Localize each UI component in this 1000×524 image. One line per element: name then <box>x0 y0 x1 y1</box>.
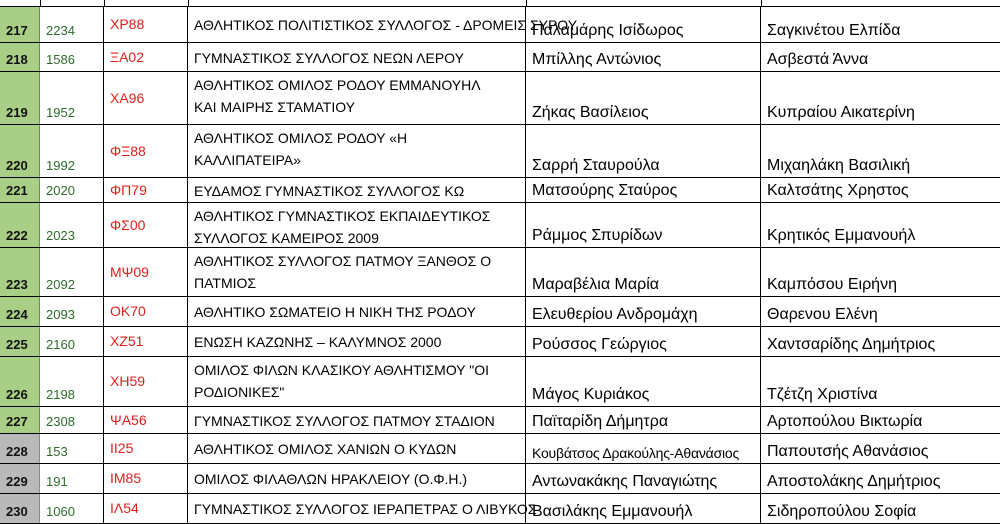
code-value: ΦΠ79 <box>110 181 147 198</box>
club-cell[interactable] <box>188 327 526 356</box>
id-value: 2160 <box>46 337 75 352</box>
club-cell[interactable] <box>188 7 578 42</box>
id-value: 191 <box>46 474 68 489</box>
code-cell[interactable] <box>104 297 188 326</box>
row-number: 225 <box>6 337 28 352</box>
club-name-line: ΑΘΛΗΤΙΚΟΣ ΣΥΛΛΟΓΟΣ ΠΑΤΜΟΥ ΞΑΝΘΟΣ Ο <box>194 253 492 269</box>
id-cell[interactable] <box>40 327 104 356</box>
code-cell[interactable] <box>104 125 188 177</box>
row-number-cell[interactable] <box>0 297 40 326</box>
row-number: 228 <box>6 444 28 459</box>
club-name-line: ΑΘΛΗΤΙΚΟΣ ΟΜΙΛΟΣ ΧΑΝΙΩΝ Ο ΚΥΔΩΝ <box>194 441 457 457</box>
person-2-name: Χαντσαρίδης Δημήτριος <box>767 336 936 353</box>
row-number-cell[interactable] <box>0 248 40 296</box>
club-name-line: ΕΝΩΣΗ ΚΑΖΩΝΗΣ – ΚΑΛΥΜΝΟΣ 2000 <box>194 334 442 350</box>
person-2-name: Σιδηροπούλου Σοφία <box>767 503 917 520</box>
code-value: ΧΖ51 <box>110 333 144 349</box>
row-number: 217 <box>6 23 28 38</box>
column-divider <box>103 0 105 6</box>
column-divider <box>39 0 41 6</box>
row-number: 218 <box>6 52 28 67</box>
row-number: 227 <box>6 414 28 429</box>
code-cell[interactable] <box>104 407 188 433</box>
person-2-name: Σαγκινέτου Ελπίδα <box>767 22 901 39</box>
club-name-line: ΑΘΛΗΤΙΚΟΣ ΟΜΙΛΟΣ ΡΟΔΟΥ «Η <box>194 130 408 146</box>
club-cell[interactable] <box>188 494 537 523</box>
person-2-name: Θαρενου Ελένη <box>767 306 878 323</box>
person-1-name: Ζήκας Βασίλειος <box>532 104 649 121</box>
person-1-cell[interactable] <box>526 43 761 71</box>
club-name-line: ΕΥΔΑΜΟΣ ΓΥΜΝΑΣΤΙΚΟΣ ΣΥΛΛΟΓΟΣ ΚΩ <box>194 183 465 199</box>
person-2-cell[interactable] <box>761 125 1000 177</box>
table-row[interactable] <box>0 178 1000 203</box>
club-cell[interactable] <box>188 297 526 326</box>
column-divider <box>760 0 762 6</box>
id-cell[interactable] <box>40 43 104 71</box>
row-number: 223 <box>6 277 28 292</box>
person-2-name: Τζέτζη Χριστίνα <box>767 386 878 403</box>
id-value: 2020 <box>46 183 75 198</box>
code-cell[interactable] <box>104 248 188 296</box>
code-value: ΙΜ85 <box>110 470 142 486</box>
code-value: ΙΛ54 <box>110 500 139 516</box>
person-1-cell[interactable] <box>526 297 761 326</box>
person-1-cell[interactable] <box>526 178 761 202</box>
person-1-name: Παλαμάρης Ισίδωρος <box>532 22 684 39</box>
table-row[interactable] <box>0 434 1000 464</box>
club-name-line: ΚΑΛΛΙΠΑΤΕΙΡΑ» <box>194 152 301 168</box>
previous-row-edge <box>0 0 1000 7</box>
code-value: ΧΗ59 <box>110 373 146 389</box>
person-2-cell[interactable] <box>761 203 1000 247</box>
club-name-line: ΡΟΔΙΟΝΙΚΕΣ" <box>194 384 285 400</box>
person-2-name: Καλτσάτης Χρηστος <box>767 182 909 199</box>
club-cell[interactable] <box>188 248 526 296</box>
row-number-cell[interactable] <box>0 327 40 356</box>
row-number: 230 <box>6 504 28 519</box>
id-cell[interactable] <box>40 357 104 406</box>
person-2-name: Παπουτσής Αθανάσιος <box>767 443 929 460</box>
person-1-cell[interactable] <box>526 357 761 406</box>
person-1-cell[interactable] <box>526 7 761 42</box>
table-row[interactable] <box>0 327 1000 357</box>
id-cell[interactable] <box>40 407 104 433</box>
id-value: 2092 <box>46 277 75 292</box>
person-2-cell[interactable] <box>761 7 1000 42</box>
person-1-name: Σαρρή Σταυρούλα <box>532 157 660 174</box>
row-number: 224 <box>6 307 28 322</box>
table-row[interactable] <box>0 248 1000 297</box>
code-cell[interactable] <box>104 178 188 202</box>
row-number-cell[interactable] <box>0 464 40 493</box>
id-cell[interactable] <box>40 297 104 326</box>
person-2-cell[interactable] <box>761 72 1000 124</box>
row-number-cell[interactable] <box>0 7 40 42</box>
club-name-line: ΓΥΜΝΑΣΤΙΚΟΣ ΣΥΛΛΟΓΟΣ ΝΕΩΝ ΛΕΡΟΥ <box>194 49 464 66</box>
row-number: 229 <box>6 474 28 489</box>
id-value: 2023 <box>46 228 75 243</box>
row-number-cell[interactable] <box>0 357 40 406</box>
code-cell[interactable] <box>104 464 188 493</box>
person-2-cell[interactable] <box>761 357 1000 406</box>
id-value: 2308 <box>46 414 75 429</box>
club-name-line: ΣΥΛΛΟΓΟΣ ΚΑΜΕΙΡΟΣ 2009 <box>194 230 379 246</box>
table-row[interactable] <box>0 407 1000 434</box>
club-cell[interactable] <box>188 357 526 406</box>
person-2-cell[interactable] <box>761 297 1000 326</box>
table-row[interactable] <box>0 72 1000 125</box>
id-cell[interactable] <box>40 464 104 493</box>
person-2-name: Αποστολάκης Δημήτριος <box>767 473 941 490</box>
person-1-cell[interactable] <box>526 248 761 296</box>
id-cell[interactable] <box>40 248 104 296</box>
person-2-cell[interactable] <box>761 407 1000 433</box>
club-name-line: ΓΥΜΝΑΣΤΙΚΟΣ ΣΥΛΛΟΓΟΣ ΠΑΤΜΟΥ ΣΤΑΔΙΟΝ <box>194 412 495 429</box>
row-number: 219 <box>6 105 28 120</box>
person-1-name: Μπίλλης Αντώνιος <box>532 51 662 68</box>
club-cell[interactable] <box>188 434 526 463</box>
id-cell[interactable] <box>40 72 104 124</box>
table-row[interactable] <box>0 357 1000 407</box>
person-1-cell[interactable] <box>526 327 761 356</box>
code-cell[interactable] <box>104 43 188 71</box>
id-cell[interactable] <box>40 125 104 177</box>
club-name-line: ΑΘΛΗΤΙΚΟΣ ΟΜΙΛΟΣ ΡΟΔΟΥ ΕΜΜΑΝΟΥΗΛ <box>194 77 481 93</box>
id-value: 153 <box>46 444 68 459</box>
person-1-cell[interactable] <box>526 464 761 493</box>
code-value: ΙΙ25 <box>110 440 134 456</box>
club-cell[interactable] <box>188 72 526 124</box>
code-value: ΧΑ96 <box>110 89 145 106</box>
person-2-cell[interactable] <box>761 464 1000 493</box>
code-value: ΟΚ70 <box>110 303 146 319</box>
id-value: 1952 <box>46 105 75 120</box>
person-2-name: Κυπραίου Αικατερίνη <box>767 104 915 121</box>
id-value: 1992 <box>46 158 75 173</box>
person-1-cell[interactable] <box>526 407 761 433</box>
person-1-name: Μάγος Κυριάκος <box>532 386 650 403</box>
person-1-name: Ελευθερίου Ανδρομάχη <box>532 306 698 323</box>
code-value: ΨΑ56 <box>110 411 147 428</box>
id-cell[interactable] <box>40 434 104 463</box>
person-1-cell[interactable] <box>526 125 761 177</box>
person-1-name: Κουβάτσος Δρακούλης-Αθανάσιος <box>532 445 740 461</box>
id-cell[interactable] <box>40 494 104 523</box>
row-number-cell[interactable] <box>0 494 40 523</box>
code-cell[interactable] <box>104 357 188 406</box>
id-value: 2198 <box>46 387 75 402</box>
person-2-cell[interactable] <box>761 248 1000 296</box>
id-cell[interactable] <box>40 7 104 42</box>
code-cell[interactable] <box>104 7 188 42</box>
code-cell[interactable] <box>104 203 188 247</box>
person-2-cell[interactable] <box>761 43 1000 71</box>
club-cell[interactable] <box>188 178 526 202</box>
person-1-cell[interactable] <box>526 494 761 523</box>
table-row[interactable] <box>0 7 1000 43</box>
row-number-cell[interactable] <box>0 434 40 463</box>
club-name-line: ΟΜΙΛΟΣ ΦΙΛΑΘΛΩΝ ΗΡΑΚΛΕΙΟΥ (Ο.Φ.Η.) <box>194 471 468 487</box>
person-1-cell[interactable] <box>526 434 761 463</box>
id-value: 1586 <box>46 52 75 67</box>
code-value: ΦΣ00 <box>110 216 146 233</box>
club-cell[interactable] <box>188 125 526 177</box>
person-1-name: Ρούσσος Γεώργιος <box>532 336 667 353</box>
club-name-line: ΑΘΛΗΤΙΚΟΣ ΓΥΜΝΑΣΤΙΚΟΣ ΕΚΠΑΙΔΕΥΤΙΚΟΣ <box>194 208 491 224</box>
person-1-name: Ράμμος Σπυρίδων <box>532 227 663 244</box>
row-number-cell[interactable] <box>0 407 40 433</box>
club-cell[interactable] <box>188 203 526 247</box>
person-1-name: Αντωνακάκης Παναγιώτης <box>532 473 718 490</box>
id-value: 1060 <box>46 504 75 519</box>
column-divider <box>187 0 189 6</box>
row-number: 221 <box>6 183 28 198</box>
id-cell[interactable] <box>40 203 104 247</box>
person-1-name: Βασιλάκης Εμμανουήλ <box>532 503 693 520</box>
person-1-cell[interactable] <box>526 203 761 247</box>
table-row[interactable] <box>0 125 1000 178</box>
table-row[interactable] <box>0 43 1000 72</box>
person-1-name: Ματσούρης Σταύρος <box>532 182 678 199</box>
id-value: 2234 <box>46 23 75 38</box>
id-value: 2093 <box>46 307 75 322</box>
person-1-name: Παϊταρίδη Δήμητρα <box>532 413 669 430</box>
code-value: ΦΞ88 <box>110 142 146 159</box>
row-number: 220 <box>6 158 28 173</box>
row-number-cell[interactable] <box>0 178 40 202</box>
row-number-cell[interactable] <box>0 203 40 247</box>
club-name-line: ΑΘΛΗΤΙΚΟΣ ΠΟΛΙΤΙΣΤΙΚΟΣ ΣΥΛΛΟΓΟΣ - ΔΡΟΜΕΙΣ ΣΥΡΟΥ <box>194 17 578 33</box>
row-number: 226 <box>6 387 28 402</box>
person-2-cell[interactable] <box>761 178 1000 202</box>
code-cell[interactable] <box>104 494 188 523</box>
club-name-line: ΚΑΙ ΜΑΙΡΗΣ ΣΤΑΜΑΤΙΟΥ <box>194 99 356 115</box>
person-2-name: Ασβεστά Άννα <box>767 51 869 68</box>
club-name-line: ΑΘΛΗΤΙΚΟ ΣΩΜΑΤΕΙΟ Η ΝΙΚΗ ΤΗΣ ΡΟΔΟΥ <box>194 304 476 320</box>
column-divider <box>525 0 527 6</box>
row-number-cell[interactable] <box>0 72 40 124</box>
person-2-name: Μιχαηλάκη Βασιλική <box>767 157 911 174</box>
person-2-cell[interactable] <box>761 327 1000 356</box>
person-2-name: Κρητικός Εμμανουήλ <box>767 227 916 244</box>
code-value: ΞΑ02 <box>110 48 145 65</box>
code-value: ΜΨ09 <box>110 263 149 280</box>
club-name-line: ΟΜΙΛΟΣ ΦΙΛΩΝ ΚΛΑΣΙΚΟΥ ΑΘΛΗΤΙΣΜΟΥ "ΟΙ <box>194 362 489 378</box>
id-cell[interactable] <box>40 178 104 202</box>
person-1-cell[interactable] <box>526 72 761 124</box>
row-number: 222 <box>6 228 28 243</box>
table-row[interactable] <box>0 203 1000 248</box>
person-2-cell[interactable] <box>761 434 1000 463</box>
club-cell[interactable] <box>188 43 526 71</box>
club-cell[interactable] <box>188 464 526 493</box>
person-1-name: Μαραβέλια Μαρία <box>532 276 659 293</box>
club-name-line: ΠΑΤΜΙΟΣ <box>194 275 257 291</box>
table-row[interactable] <box>0 464 1000 494</box>
table-row[interactable] <box>0 297 1000 327</box>
code-cell[interactable] <box>104 434 188 463</box>
row-number-cell[interactable] <box>0 125 40 177</box>
person-2-name: Αρτοπούλου Βικτωρία <box>767 413 923 430</box>
code-value: ΧΡ88 <box>110 16 145 32</box>
row-number-cell[interactable] <box>0 43 40 71</box>
code-cell[interactable] <box>104 72 188 124</box>
table-row[interactable] <box>0 494 1000 524</box>
person-2-cell[interactable] <box>761 494 1000 523</box>
code-cell[interactable] <box>104 327 188 356</box>
club-cell[interactable] <box>188 407 526 433</box>
person-2-name: Καμπόσου Ειρήνη <box>767 276 897 293</box>
club-name-line: ΓΥΜΝΑΣΤΙΚΟΣ ΣΥΛΛΟΓΟΣ ΙΕΡΑΠΕΤΡΑΣ Ο ΛΙΒΥΚΟΣ <box>194 501 537 517</box>
